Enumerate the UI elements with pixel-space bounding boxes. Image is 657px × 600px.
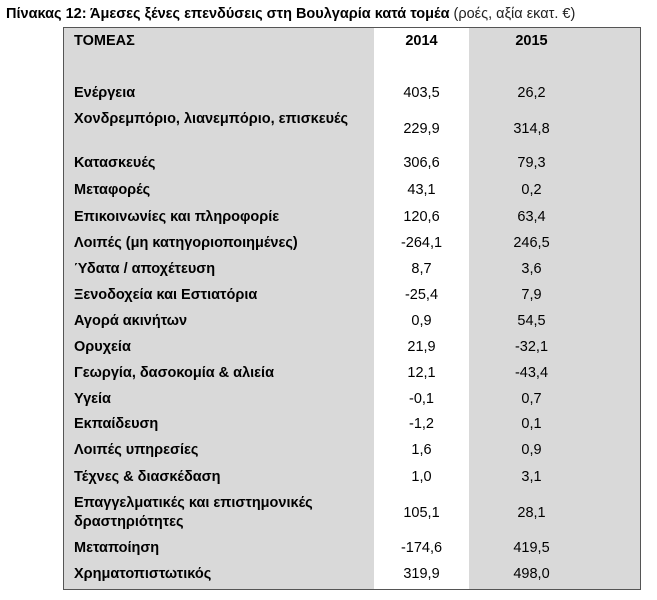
sector-name: Γεωργία, δασοκομία & αλιεία <box>74 365 274 381</box>
value-2014: 1,0 <box>411 469 432 485</box>
header-2015: 2015 <box>515 33 548 49</box>
sector-name: Χρηματοπιστωτικός <box>74 566 212 582</box>
value-2015: 0,9 <box>521 442 542 458</box>
value-2014: -264,1 <box>400 235 443 251</box>
caption-units: (ροές, αξία εκατ. €) <box>453 6 576 22</box>
sector-name: Επικοινωνίες και πληροφορίε <box>74 209 280 225</box>
value-2014: 21,9 <box>407 339 436 355</box>
value-2014: 12,1 <box>407 365 436 381</box>
value-2015: 0,1 <box>521 416 542 432</box>
table-caption <box>6 6 575 22</box>
value-2014: -0,1 <box>409 391 434 407</box>
value-2014: -174,6 <box>400 540 443 556</box>
sector-name: Λοιπές (μη κατηγοριοποιημένες) <box>74 235 298 251</box>
value-2014: 229,9 <box>403 121 440 137</box>
sector-name: Ενέργεια <box>74 85 136 101</box>
value-2015: -43,4 <box>514 365 549 381</box>
sector-name: Ξενοδοχεία και Εστιατόρια <box>74 287 258 303</box>
header-sector: ΤΟΜΕΑΣ <box>74 33 135 49</box>
sector-name: Χονδρεμπόριο, λιανεμπόριο, επισκευές <box>74 111 349 127</box>
value-2014: 0,9 <box>411 313 432 329</box>
caption-title: Πίνακας 12: Άμεσες ξένες επενδύσεις στη Βουλγαρία κατά τομέα <box>6 6 450 22</box>
value-2015: 7,9 <box>521 287 542 303</box>
sector-name: Κατασκευές <box>74 155 156 171</box>
value-2015: 63,4 <box>517 209 546 225</box>
value-2015: 246,5 <box>513 235 550 251</box>
value-2014: -1,2 <box>409 416 434 432</box>
value-2015: 3,1 <box>521 469 542 485</box>
value-2014: 1,6 <box>411 442 432 458</box>
sector-name: Τέχνες & διασκέδαση <box>74 469 221 485</box>
value-2015: 419,5 <box>513 540 550 556</box>
value-2015: 79,3 <box>517 155 546 171</box>
sector-name: Ορυχεία <box>74 339 131 355</box>
sector-name: Λοιπές υπηρεσίες <box>74 442 199 458</box>
sector-name: Υγεία <box>74 391 111 407</box>
value-2015: 498,0 <box>513 566 550 582</box>
sector-name: Αγορά ακινήτων <box>74 313 188 329</box>
sector-name: Μεταφορές <box>74 182 151 198</box>
value-2014: 43,1 <box>407 182 436 198</box>
header-2014: 2014 <box>405 33 438 49</box>
sector-name: Επαγγελματικές και επιστημονικές δραστηριότητες <box>74 495 313 530</box>
value-2015: 314,8 <box>513 121 550 137</box>
value-2015: 54,5 <box>517 313 546 329</box>
value-2015: 3,6 <box>521 261 542 277</box>
value-2014: 120,6 <box>403 209 440 225</box>
sector-name: Μεταποίηση <box>74 540 160 556</box>
value-2015: -32,1 <box>514 339 549 355</box>
value-2014: 105,1 <box>403 505 440 521</box>
value-2015: 0,2 <box>521 182 542 198</box>
fdi-table <box>63 27 641 590</box>
value-2014: 403,5 <box>403 85 440 101</box>
sector-name: Ύδατα / αποχέτευση <box>74 261 216 277</box>
sector-name: Εκπαίδευση <box>74 416 159 432</box>
value-2014: 8,7 <box>411 261 432 277</box>
value-2015: 26,2 <box>517 85 546 101</box>
value-2015: 0,7 <box>521 391 542 407</box>
value-2014: 306,6 <box>403 155 440 171</box>
value-2014: 319,9 <box>403 566 440 582</box>
value-2014: -25,4 <box>404 287 439 303</box>
value-2015: 28,1 <box>517 505 546 521</box>
